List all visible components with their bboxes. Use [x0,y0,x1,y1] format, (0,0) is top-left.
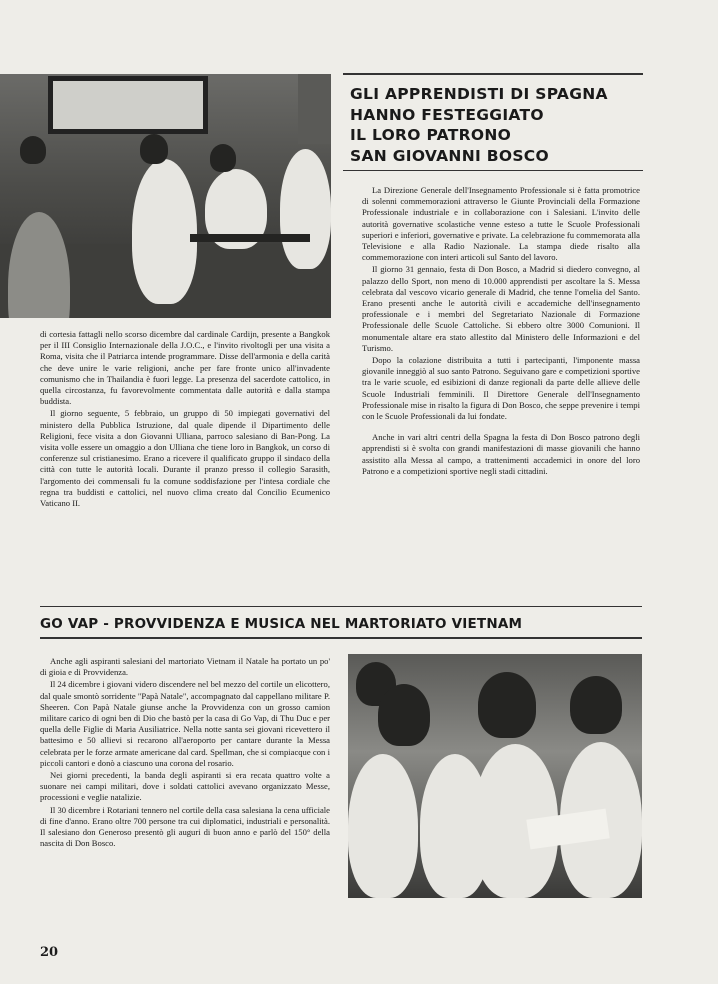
photo-head [140,134,168,164]
bangkok-article-text [40,329,330,509]
title-line: IL LORO PATRONO [350,126,512,144]
photo-boy-1 [348,754,418,898]
paragraph: Dopo la colazione distribuita a tutti i partecipanti, l'imponente massa giovanile inneggiò al suo santo Patrono. Seguivano gare e competizioni sportive tra le varie scuole, ed esibizioni di danze regionali da parte delle allieve delle Scuole Industriali femminili. Il Direttore Generale dell'Insegnamento Professionale mise in risalto la figura di Don Bosco, che seppe prevenire i tempi con le Scuole Professionali da lui fondate. [362,355,640,422]
spain-article-title [350,84,640,166]
paragraph: Il 24 dicembre i giovani videro discendere nel bel mezzo del cortile un elicottero, dal quale smontò sorridente "Papà Natale", accompagnato dal cappellano militare P. Sheeren. Con Papà Natale giunse anche la Provvidenza con un grosso camion militare carico di ogni ben di Dio che bastò per la casa di Go Vap, di Thu Duc e per quella delle Figlie di Maria Ausiliatrice. Nella notte santa sei giovani ricevettero il battesimo e 50 allievi si recarono all'aeroporto per cantare durante la Messa celebrata per le forze armate americane dal card. Spellman, che si compiacque con i piccoli cantori e donò a ciascuno una corona del rosario. [40,679,330,768]
paragraph: La Direzione Generale dell'Insegnamento Professionale si è fatta promotrice di solenni commemorazioni attraverso le Giunte Provinciali della Formazione Professionale industriale e in collaborazione con i Salesiani. L'invito delle autorità governative scolastiche venne esteso a tutte le Scuole Professionali superiori e inferiori, governative e private. La celebrazione fu commemorata alla Televisione e alla Radio Nazionale. La stampa diede risalto alla commemorazione con interi articoli sul Santo del lavoro. [362,185,640,263]
title-line: SAN GIOVANNI BOSCO [350,146,549,165]
title-rule-top [343,73,643,75]
photo-table [190,234,310,242]
photo-standing-figure [280,149,331,269]
spain-article-text [362,185,640,477]
vietnam-article-text [40,656,330,849]
paragraph: Anche agli aspiranti salesiani del martoriato Vietnam il Natale ha portato un po' di gioia e di Provvidenza. [40,656,330,678]
vietnam-choir-photo [348,654,642,898]
photo-head [478,672,536,738]
photo-seated-man-1 [132,159,197,304]
paragraph: Nei giorni precedenti, la banda degli aspiranti si era recata quattro volte a suonare nei campi militari, dove i soldati cattolici avevano organizzato Messe, processioni e veglie natalizie. [40,770,330,803]
photo-head [570,676,622,734]
photo-head [20,136,46,164]
photo-head [210,144,236,172]
title-rule-bottom [343,170,643,171]
photo-wall-picture [48,76,208,134]
section-rule-top [40,606,642,607]
vietnam-article-title: GO VAP - PROVVIDENZA E MUSICA NEL MARTORIATO VIETNAM [40,616,523,632]
paragraph: Il giorno seguente, 5 febbraio, un gruppo di 50 impiegati governativi del ministero della Pubblica Istruzione, dal quale dipende il Dipartimento delle Religioni, fece visita a don Giovanni Ulliana, parroco salesiano di Ban-Pong. La visita volle essere un omaggio a don Ulliana che tiene loro in Bangkok, un corso di conferenze sul cristianesimo. Erano a ricevere il qualificato gruppo il sindaco della città con tutte le autorità locali. Durante il pranzo presso il collegio Sarasith, l'argomento dei commensali fu la comune soddisfazione per l'intesa cordiale che regna tra buddisti e cattolici, nel nuovo clima creato dal Concilio Ecumenico Vaticano II. [40,408,330,509]
photo-monk-figure [8,212,70,318]
paragraph: Il giorno 31 gennaio, festa di Don Bosco, a Madrid si diedero convegno, al palazzo dello Sport, non meno di 10.000 apprendisti per ascoltare la S. Messa celebrata dal vescovo vicario generale di Madrid, che tenne l'omelia del Santo. Erano presenti anche le autorità civili e accademiche dell'insegnamento professionale e i membri del Segretariato Nazionale di Formazione Professionale delle Scuole Cattoliche. Si ebbero oltre 3000 Comunioni. Il monumentale altare era stato allestito dal Ministero delle Informazioni e del Turismo. [362,264,640,353]
paragraph: Anche in vari altri centri della Spagna la festa di Don Bosco patrono degli apprendisti si è svolta con grandi manifestazioni di masse giovanili che hanno assistito alla Messa al campo, a trattenimenti accademici in onore del loro Patrono e a competizioni sportive negli stadi cittadini. [362,432,640,476]
section-rule-bottom [40,637,642,639]
paragraph: Il 30 dicembre i Rotariani tennero nel cortile della casa salesiana la cena ufficiale di fine d'anno. Erano oltre 700 persone tra cui diplomatici, industriali e personalità. Il salesiano don Generoso presentò gli auguri di buon anno e parlò del 150° della nascita di Don Bosco. [40,804,330,849]
title-line: GLI APPRENDISTI DI SPAGNA [350,85,608,103]
title-line: HANNO FESTEGGIATO [350,105,544,124]
paragraph: di cortesia fattagli nello scorso dicembre dal cardinale Cardijn, presente a Bangkok per il III Consiglio Internazionale della J.O.C., e l'invito rivoltogli per una visita a Roma, visita che il Patriarca intende programmare. Disse dell'armonia e della carità che deve unire le varie religioni, anche per fare fronte unico all'invadente comunismo che in Thailandia è fuori legge. La presenza del sacerdote cattolico, in quella circostanza, fu favorevolmente commentata dalle autorità e dalla stampa buddista. [40,329,330,407]
bangkok-meeting-photo [0,74,331,318]
photo-head [378,684,430,746]
photo-flag [298,74,331,144]
page-number: 20 [40,945,59,960]
